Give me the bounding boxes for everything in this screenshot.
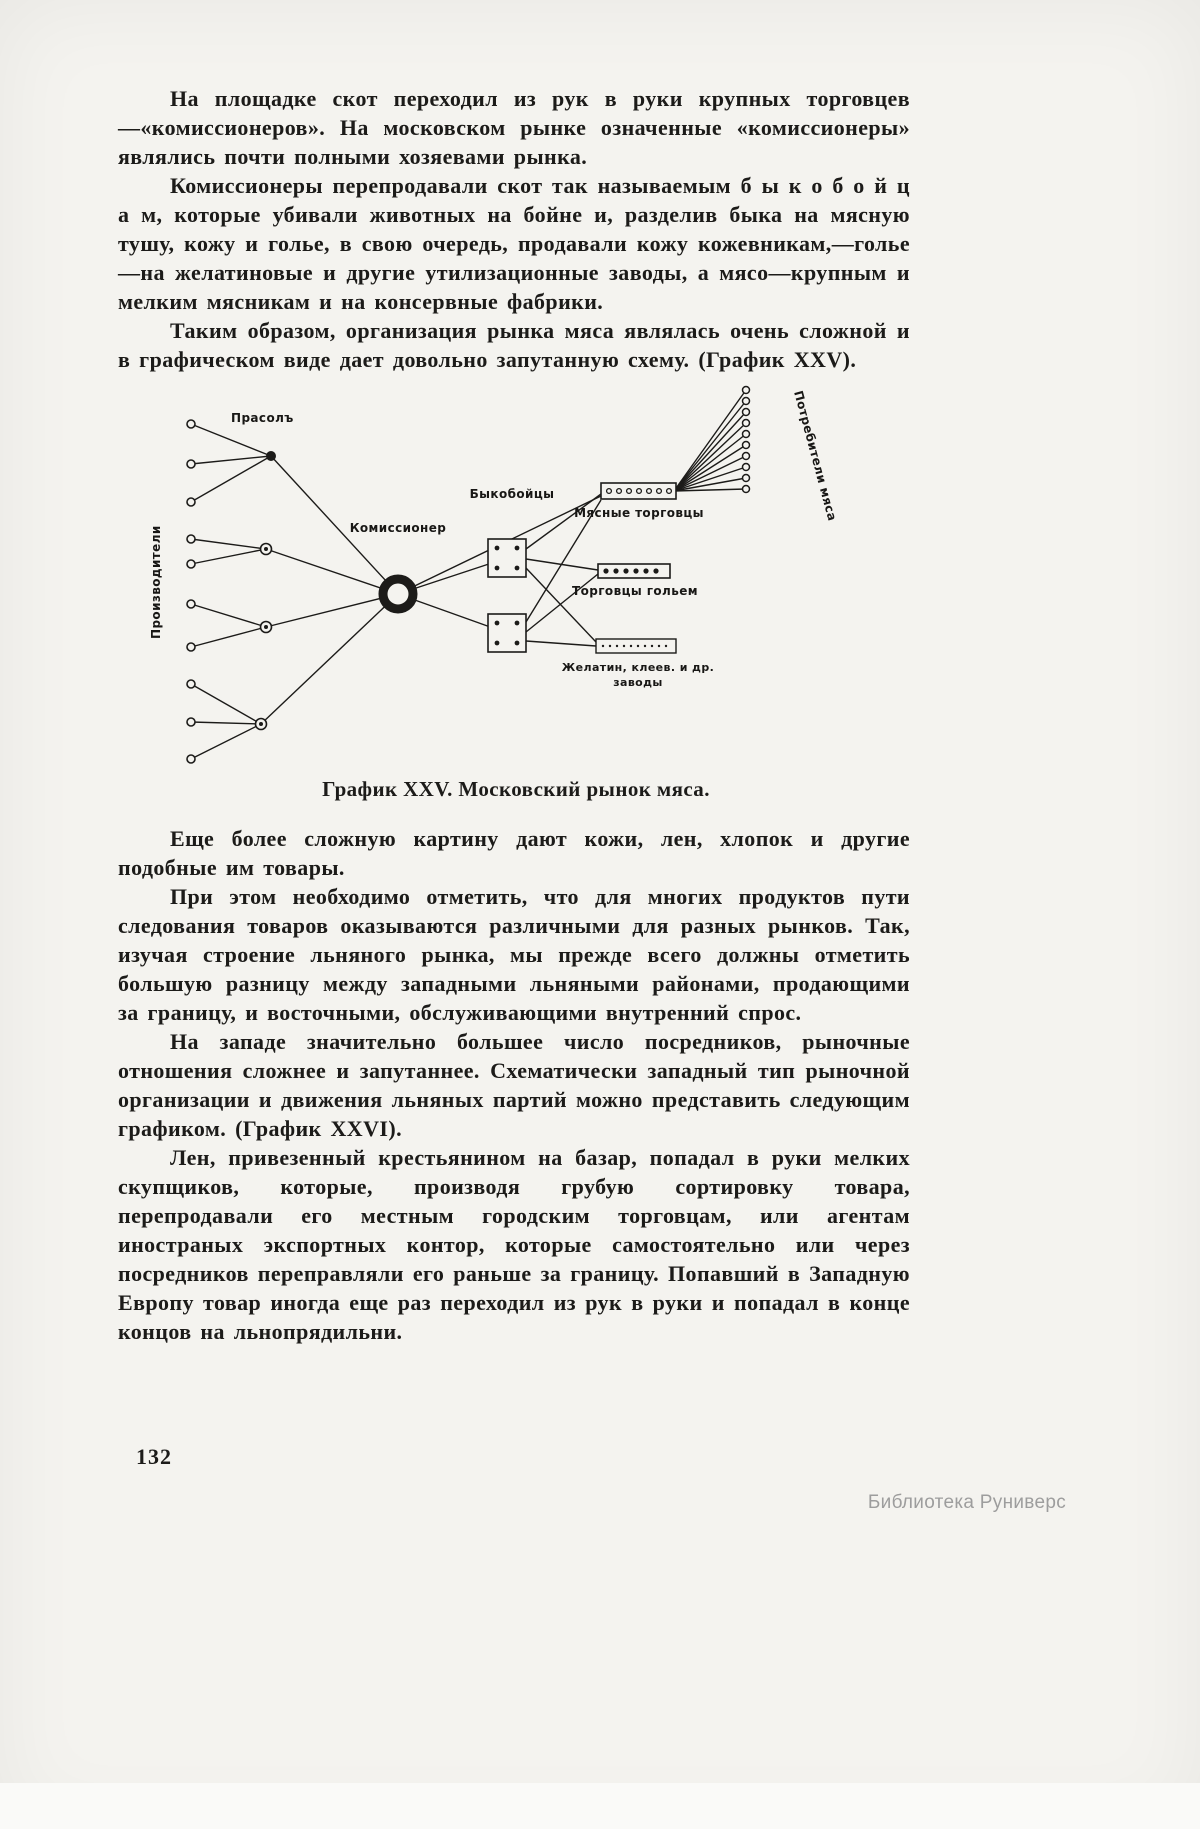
consumer-nodes xyxy=(743,387,750,493)
label-prasol: Прасолъ xyxy=(231,411,294,425)
label-gelatin-1: Желатин, клеев. и др. xyxy=(561,661,715,674)
label-commissioner: Комиссионер xyxy=(349,521,447,535)
meat-traders-box xyxy=(601,483,676,499)
library-watermark: Библиотека Руниверс xyxy=(867,1492,1066,1513)
paragraph-5: При этом необходимо отметить, что для многих продуктов пути следования товаров оказываются различными для разных рынков. Так, изучая строение льняного рынка, мы прежде всего должны отметить большую разницу между западными льняными районами, продающими за границу, и восточными, обслуживающими внутренний спрос. xyxy=(118,884,910,1025)
paragraph-1: На площадке скот переходил из рук в руки крупных торговцев—«комиссионеров». На московском рынке означенные «комиссионеры» являлись почти полными хозяевами рынка. xyxy=(118,86,910,169)
prasol-node xyxy=(266,451,276,461)
paragraph-6: На западе значительно большее число посредников, рыночные отношения сложнее и запутаннее. Схематически западный тип рыночной организации и движения льняных партий можно представить следующим графиком. (График XXVI). xyxy=(118,1029,910,1141)
label-meat-traders: Мясные торговцы xyxy=(574,506,704,520)
text-column xyxy=(118,84,910,1346)
middlemen-nodes xyxy=(256,544,272,730)
paragraph-4: Еще более сложную картину дают кожи, лен, хлопок и другие подобные им товары. xyxy=(118,826,910,880)
footer-band xyxy=(0,1783,1200,1829)
paragraph-2: Комиссионеры перепродавали скот так называемым б ы к о б о й ц а м, которые убивали животных на бойне и, разделив быка на мясную тушу, кожу и голье, в свою очередь, продавали кожу кожевникам,—голье—на желатиновые и другие утилизационные заводы, а мясо—крупным и мелким мясникам и на консервные фабрики. xyxy=(118,173,910,314)
label-gelatin-2: заводы xyxy=(613,676,663,689)
producer-nodes xyxy=(187,420,195,763)
offal-traders-box xyxy=(598,564,670,578)
label-offal-traders: Торговцы гольем xyxy=(572,584,698,598)
figure-caption: График XXV. Московский рынок мяса. xyxy=(322,777,710,801)
paragraph-7: Лен, привезенный крестьянином на базар, попадал в руки мелких скупщиков, которые, производя грубую сортировку товара, перепродавали его местным городским торговцам, или агентам иностраных экспортных контор, которые самостоятельно или через посредников переправляли его раньше за границу. Попавший в Западную Европу товар иногда еще раз переходил из рук в руки и попадал в конце концов на льнопрядильни. xyxy=(118,1145,910,1344)
commissioner-ring xyxy=(383,579,413,609)
label-consumers: Потребители мяса xyxy=(791,389,840,523)
slaughterer-boxes xyxy=(488,539,526,652)
label-slaughterers: Быкобойцы xyxy=(469,487,555,501)
meat-market-diagram xyxy=(146,384,866,769)
label-producers: Производители xyxy=(149,525,163,639)
paragraph-3: Таким образом, организация рынка мяса являлась очень сложной и в графическом виде дает довольно запутанную схему. (График XXV). xyxy=(118,318,910,372)
gelatin-factories-box xyxy=(596,639,676,653)
page-number: 132 xyxy=(136,1444,172,1469)
figure-grafik-xxv xyxy=(146,384,886,802)
